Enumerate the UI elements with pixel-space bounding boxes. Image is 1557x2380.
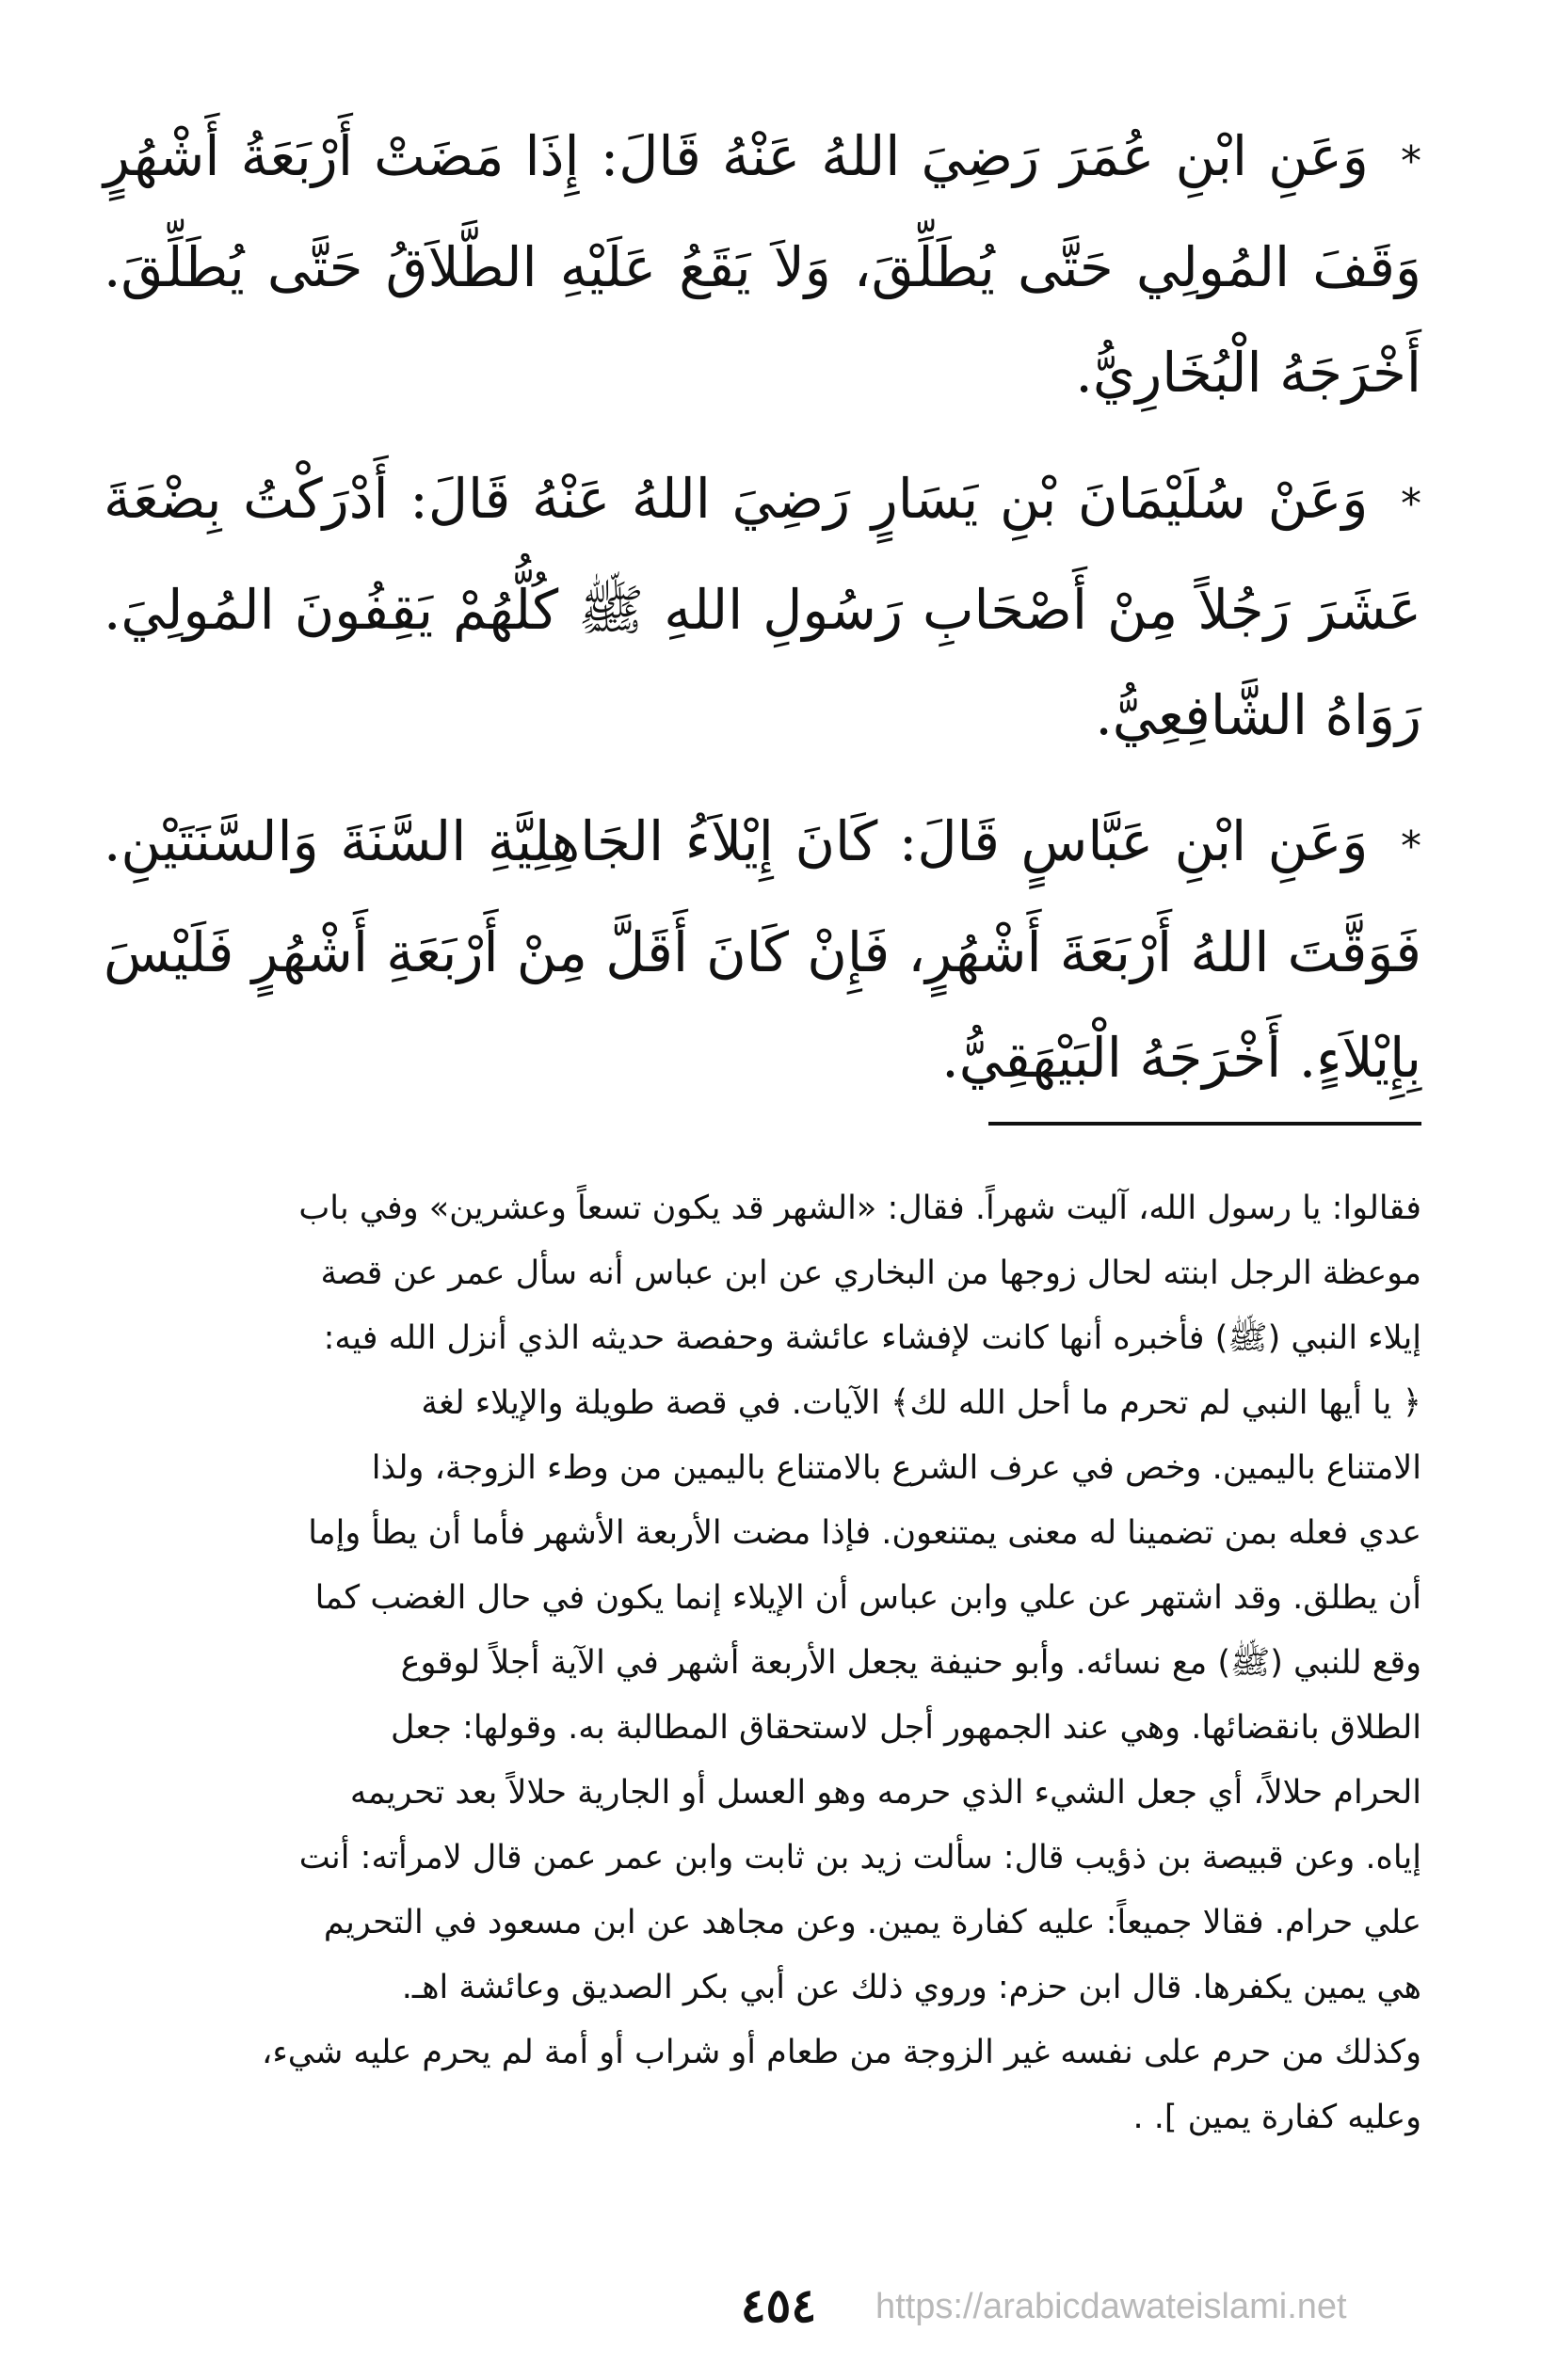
star-bullet-icon: * <box>1401 823 1422 871</box>
footnote-line: الحرام حلالاً، أي جعل الشيء الذي حرمه وهو العسل أو الجارية حلالاً بعد تحريمه <box>349 1774 1421 1812</box>
footnote-line: وكذلك من حرم على نفسه غير الزوجة من طعام أو شراب أو أمة لم يحرم عليه شيء، <box>262 2034 1421 2071</box>
star-bullet-icon: * <box>1401 137 1422 185</box>
hadith-paragraph <box>104 104 1421 425</box>
footnote-line: علي حرام. فقالا جميعاً: عليه كفارة يمين. وعن مجاهد عن ابن مسعود في التحريم <box>323 1904 1421 1941</box>
footnotes <box>104 1176 1421 2150</box>
hadith-text: وَعَنِ ابْنِ عُمَرَ رَضِيَ اللهُ عَنْهُ قَالَ: إِذَا مَضَتْ أَرْبَعَةُ أَشْهُرٍ وَقَفَ المُولِي حَتَّى يُطَلِّقَ، وَلاَ يَقَعُ عَلَيْهِ الطَّلاَقُ حَتَّى يُطَلِّقَ. أَخْرَجَهُ الْبُخَارِيُّ. <box>104 124 1421 405</box>
footnote-line: الطلاق بانقضائها. وهي عند الجمهور أجل لاستحقاق المطالبة به. وقولها: جعل <box>390 1709 1421 1747</box>
footnote-line: عدي فعله بمن تضمينا له معنى يمتنعون. فإذا مضت الأربعة الأشهر فأما أن يطأ وإما <box>308 1514 1421 1552</box>
footnote-line: وقع للنبي (ﷺ) مع نسائه. وأبو حنيفة يجعل الأربعة أشهر في الآية أجلاً لوقوع <box>400 1644 1421 1682</box>
footnote-line: ﴿ يا أيها النبي لم تحرم ما أحل الله لك﴾ الآيات. في قصة طويلة والإيلاء لغة <box>421 1384 1421 1422</box>
footnote-line: أن يطلق. وقد اشتهر عن علي وابن عباس أن الإيلاء إنما يكون في حال الغضب كما <box>314 1579 1421 1617</box>
footnote-line: هي يمين يكفرها. قال ابن حزم: وروي ذلك عن أبي بكر الصديق وعائشة اهـ. <box>401 1969 1421 2006</box>
footnote-line: موعظة الرجل ابنته لحال زوجها من البخاري عن ابن عباس أنه سأل عمر عن قصة <box>320 1254 1421 1292</box>
footnote-line: وعليه كفارة يمين ]. . <box>1132 2099 1421 2136</box>
page-number: ٤٥٤ <box>740 2277 817 2333</box>
footnote-line: الامتناع باليمين. وخص في عرف الشرع بالامتناع باليمين من وطء الزوجة، ولذا <box>371 1449 1421 1487</box>
footnote-separator <box>988 1122 1421 1126</box>
main-text <box>104 104 1421 1131</box>
hadith-text: وَعَنْ سُلَيْمَانَ بْنِ يَسَارٍ رَضِيَ اللهُ عَنْهُ قَالَ: أَدْرَكْتُ بِضْعَةَ عَشَرَ رَجُلاً مِنْ أَصْحَابِ رَسُولِ اللهِ ﷺ كُلُّهُمْ يَقِفُونَ المُولِيَ. رَوَاهُ الشَّافِعِيُّ. <box>104 467 1421 747</box>
footnote-line: فقالوا: يا رسول الله، آليت شهراً. فقال: «الشهر قد يكون تسعاً وعشرين» وفي باب <box>298 1190 1421 1227</box>
star-bullet-icon: * <box>1401 480 1422 528</box>
hadith-paragraph <box>104 789 1421 1110</box>
hadith-text: وَعَنِ ابْنِ عَبَّاسٍ قَالَ: كَانَ إِيْلاَءُ الجَاهِلِيَّةِ السَّنَةَ وَالسَّنَتَيْنِ. فَوَقَّتَ اللهُ أَرْبَعَةَ أَشْهُرٍ، فَإِنْ كَانَ أَقَلَّ مِنْ أَرْبَعَةِ أَشْهُرٍ فَلَيْسَ بِإِيْلاَءٍ. أَخْرَجَهُ الْبَيْهَقِيُّ. <box>104 809 1421 1090</box>
hadith-paragraph <box>104 446 1421 768</box>
footnote-line: إيلاء النبي (ﷺ) فأخبره أنها كانت لإفشاء عائشة وحفصة حديثه الذي أنزل الله فيه: <box>323 1319 1421 1357</box>
watermark-url: https://arabicdawateislami.net <box>875 2287 1347 2326</box>
footnote-line: إياه. وعن قبيصة بن ذؤيب قال: سألت زيد بن ثابت وابن عمر عمن قال لامرأته: أنت <box>298 1839 1421 1877</box>
